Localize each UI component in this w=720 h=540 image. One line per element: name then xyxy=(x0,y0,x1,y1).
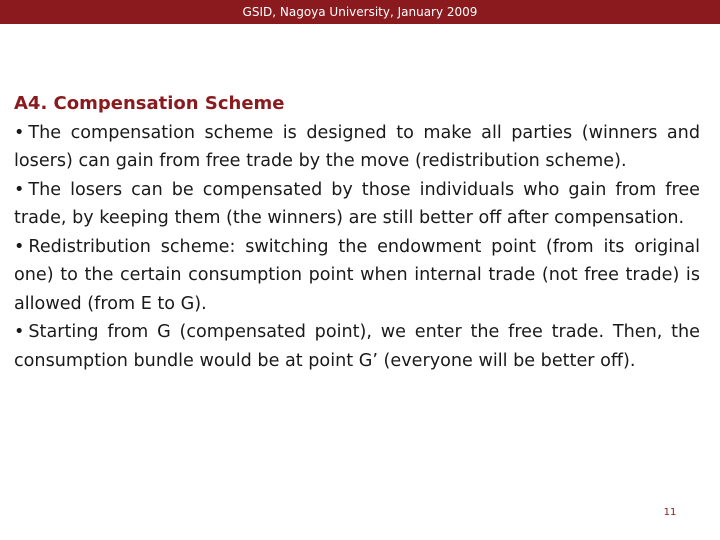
bullet-item xyxy=(14,318,700,375)
bullet-icon: • xyxy=(14,322,25,342)
slide-content xyxy=(14,90,700,375)
page-number: 11 xyxy=(663,507,677,518)
bullet-item xyxy=(14,176,700,233)
bullet-text: Redistribution scheme: switching the endowment point (from its original one) to the certain consumption point when internal trade (not free trade) is allowed (from E to G). xyxy=(14,236,700,314)
bullet-icon: • xyxy=(14,236,25,257)
bullet-text: The losers can be compensated by those individuals who gain from free trade, by keeping them (the winners) are still better off after compensation. xyxy=(14,179,700,228)
slide-title: A4. Compensation Scheme xyxy=(14,93,285,114)
bullet-item xyxy=(14,119,700,176)
bullet-text: Starting from G (compensated point), we enter the free trade. Then, the consumption bundle would be at point G’ (everyone will be better off). xyxy=(14,322,700,371)
bullet-icon: • xyxy=(14,179,25,200)
bullet-icon: • xyxy=(14,122,25,143)
header-bar xyxy=(0,0,720,24)
header-text: GSID, Nagoya University, January 2009 xyxy=(242,5,478,19)
bullet-item xyxy=(14,233,700,319)
bullet-text: The compensation scheme is designed to make all parties (winners and losers) can gain from free trade by the move (redistribution scheme). xyxy=(14,122,700,171)
